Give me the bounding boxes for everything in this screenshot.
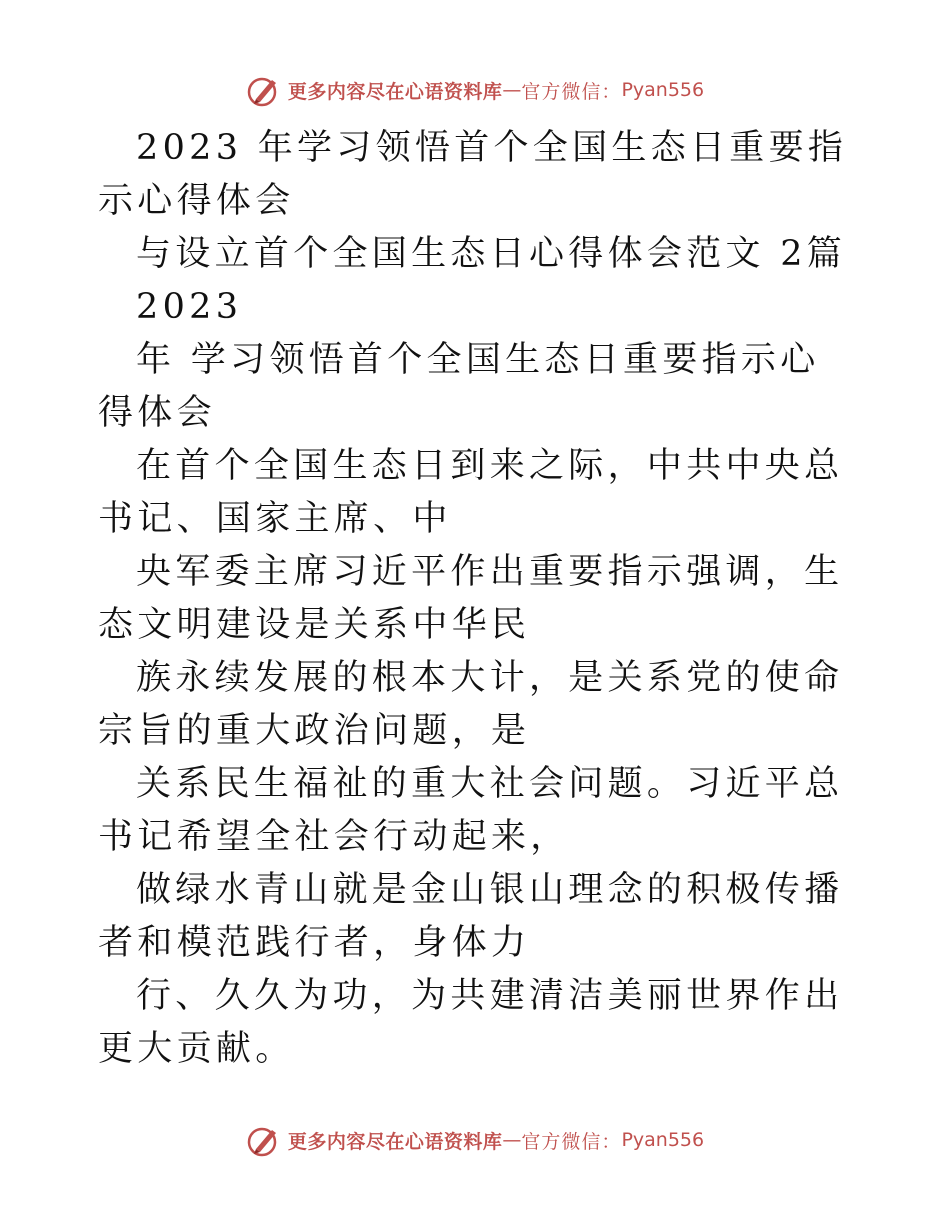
watermark-site-text: 更多内容尽在心语资料库 (287, 1130, 503, 1153)
watermark-wechat-id: Pyan556 (621, 79, 705, 101)
footer-watermark (0, 1120, 950, 1160)
paragraph: 行、久久为功，为共建清洁美丽世界作出更大贡献。 (98, 976, 844, 1069)
document-subtitle: 与设立首个全国生态日心得体会范文 2篇 (136, 234, 847, 274)
paragraph: 关系民生福祉的重大社会问题。习近平总书记希望全社会行动起来， (98, 764, 844, 857)
paragraph: 族永续发展的根本大计，是关系党的使命宗旨的重大政治问题，是 (98, 658, 844, 751)
paragraph: 央军委主席习近平作出重要指示强调，生态文明建设是关系中华民 (98, 552, 844, 645)
watermark-wechat-label: 官方微信： (521, 1130, 622, 1153)
watermark-wechat-id: Pyan556 (621, 1129, 705, 1151)
pen-logo-icon (246, 72, 282, 108)
watermark-separator: — (502, 1129, 522, 1151)
document-year: 2023 (136, 287, 243, 327)
watermark-site-text: 更多内容尽在心语资料库 (287, 80, 503, 103)
header-watermark (0, 70, 950, 110)
pen-logo-icon (246, 1122, 282, 1158)
watermark-separator: — (502, 79, 522, 101)
document-heading: 年 学习领悟首个全国生态日重要指示心得体会 (98, 340, 820, 433)
watermark-wechat-label: 官方微信： (521, 80, 622, 103)
document-title: 2023 年学习领悟首个全国生态日重要指示心得体会 (98, 128, 848, 221)
paragraph: 做绿水青山就是金山银山理念的积极传播者和模范践行者，身体力 (98, 870, 844, 963)
paragraph: 在首个全国生态日到来之际，中共中央总书记、国家主席、中 (98, 446, 844, 539)
document-body (98, 122, 858, 1076)
